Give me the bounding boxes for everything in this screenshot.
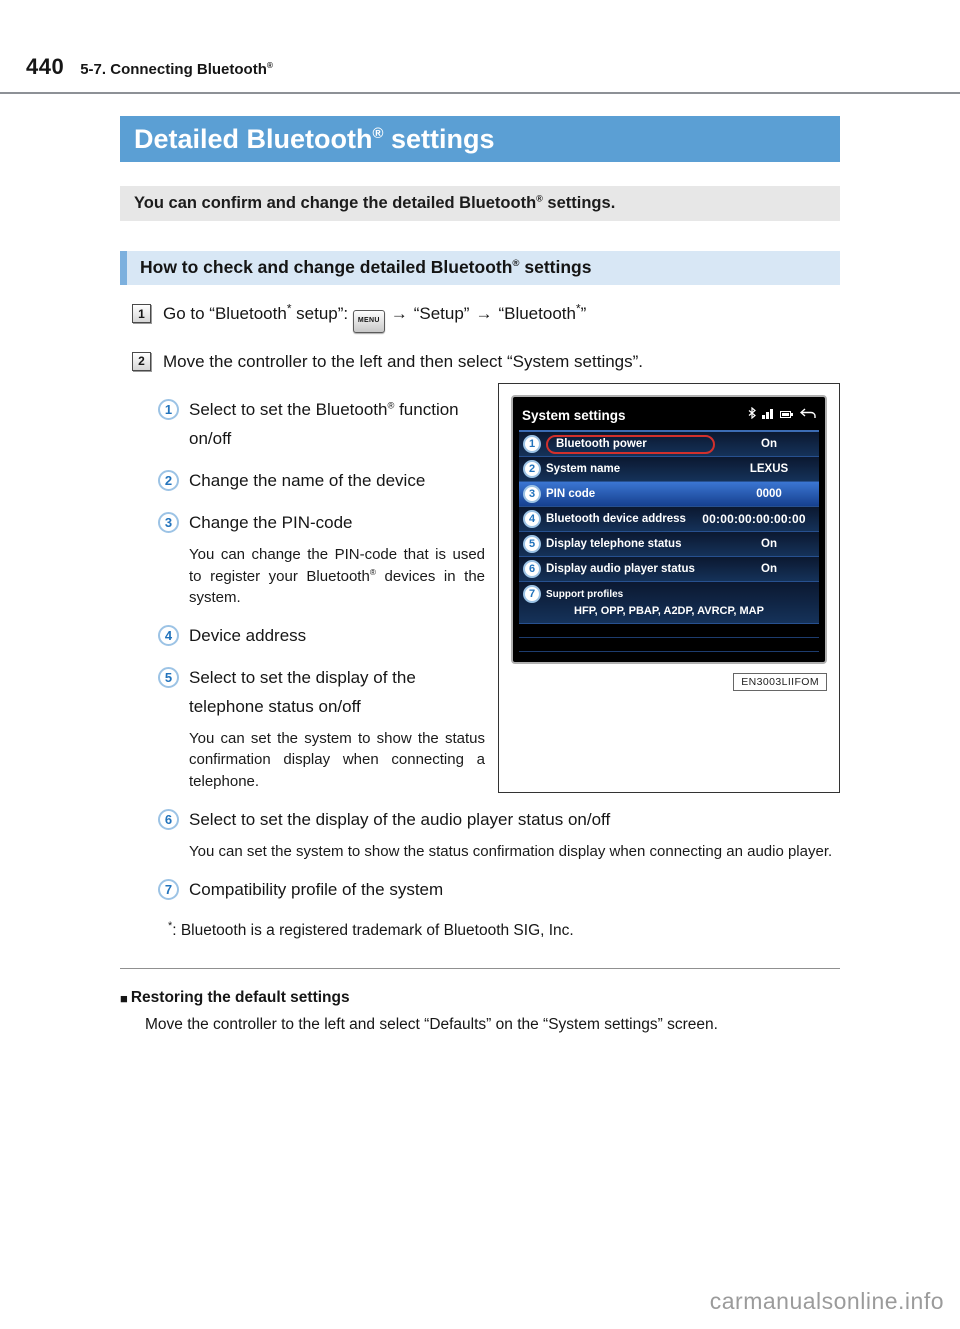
registered-mark: ®	[536, 193, 543, 204]
item-number-badge: 7	[158, 879, 179, 900]
asterisk-mark: *	[575, 301, 581, 316]
item-description: You can set the system to show the status confirmation display when connecting an audio player.	[189, 842, 833, 860]
list-item	[158, 876, 840, 905]
screen-row-telephone-status	[519, 532, 819, 557]
screen-row-bluetooth-power	[519, 432, 819, 457]
step-1	[132, 301, 840, 333]
row-label-highlighted: Bluetooth power	[546, 435, 715, 454]
intro-text: settings.	[542, 194, 616, 212]
page-content	[120, 116, 840, 1034]
callout-badge: 1	[523, 435, 541, 453]
text-fragment: ”	[580, 304, 587, 323]
row-label: Display telephone status	[546, 538, 682, 551]
screen-row-list	[519, 430, 819, 652]
list-item	[158, 622, 495, 651]
site-watermark: carmanualsonline.info	[709, 1288, 944, 1314]
signal-strength-icon	[762, 406, 774, 424]
item-text: Compatibility profile of the system	[189, 879, 444, 899]
row-value: On	[761, 438, 777, 451]
intro-text: You can confirm and change the detailed Bluetooth	[134, 194, 537, 212]
callout-badge: 5	[523, 535, 541, 553]
chapter-heading	[80, 61, 273, 78]
intro-summary-box	[120, 186, 840, 221]
item-text: Select to set the display of the telephone status on/off	[189, 667, 416, 716]
screen-row-system-name	[519, 457, 819, 482]
registered-mark: ®	[512, 258, 520, 270]
battery-icon	[780, 406, 794, 424]
item-number-badge: 1	[158, 399, 179, 420]
trademark-footnote	[168, 922, 840, 940]
screen-figure	[498, 383, 840, 793]
item-text: Select to set the display of the audio player status on/off	[189, 809, 611, 829]
item-number-badge: 3	[158, 512, 179, 533]
registered-mark: ®	[369, 567, 376, 577]
header-rule	[0, 92, 960, 94]
screen-title: System settings	[522, 407, 626, 423]
callout-badge: 3	[523, 485, 541, 503]
text-fragment: function on/off	[189, 400, 459, 449]
section-title-text: settings	[519, 257, 592, 277]
section-title-text: How to check and change detailed Bluetooth	[140, 257, 513, 277]
row-value: 0000	[756, 488, 782, 501]
list-item	[158, 509, 495, 538]
page-header	[0, 0, 960, 80]
section-title	[127, 251, 840, 285]
empty-row-line	[519, 638, 819, 652]
row-label: Display audio player status	[546, 563, 695, 576]
screen-row-pin-code	[519, 482, 819, 507]
infotainment-screen	[511, 395, 827, 664]
item-number-badge: 5	[158, 667, 179, 688]
item-text: Device address	[189, 626, 307, 645]
text-fragment: setup”:	[291, 304, 349, 323]
callout-badge: 2	[523, 460, 541, 478]
page-number: 440	[26, 54, 65, 79]
text-fragment: Select to set the Bluetooth	[189, 400, 388, 420]
restore-defaults-section	[120, 989, 840, 1034]
callout-badge: 7	[523, 585, 541, 603]
back-arrow-icon	[800, 406, 816, 424]
registered-mark: ®	[387, 400, 395, 411]
empty-row-line	[519, 624, 819, 638]
support-profiles-header	[523, 585, 815, 603]
row-label: Support profiles	[546, 588, 624, 600]
callout-badge: 4	[523, 510, 541, 528]
restore-defaults-title-text: Restoring the default settings	[130, 989, 350, 1007]
status-icons	[748, 406, 816, 424]
item-text	[189, 396, 495, 454]
item-text: Change the name of the device	[189, 470, 426, 490]
item-number-badge: 6	[158, 809, 179, 830]
step-2	[132, 349, 840, 375]
square-bullet-icon: ■	[120, 990, 128, 1006]
callout-list-left	[120, 383, 495, 793]
asterisk-mark: *	[168, 920, 173, 933]
restore-defaults-body: Move the controller to the left and select “Defaults” on the “System settings” screen.	[145, 1016, 718, 1034]
row-label: PIN code	[546, 488, 596, 501]
list-item	[158, 396, 495, 454]
figure-caption: EN3003LIIFOM	[733, 673, 827, 691]
bluetooth-icon	[748, 406, 756, 424]
row-value: On	[761, 563, 777, 576]
list-item	[158, 806, 840, 835]
item-description	[189, 544, 485, 609]
restore-defaults-heading	[120, 989, 840, 1007]
text-fragment: “Bluetooth	[498, 304, 576, 323]
screen-row-audio-player-status	[519, 557, 819, 582]
row-value: 00:00:00:00:00:00	[702, 512, 806, 527]
text-fragment: “Setup”	[413, 304, 470, 323]
row-value: LEXUS	[749, 463, 789, 476]
list-item	[158, 467, 495, 496]
figure-caption-row	[511, 673, 827, 691]
item-description: You can set the system to show the status confirmation display when connecting a telephone.	[189, 729, 485, 791]
section-header	[120, 251, 840, 285]
section-accent-bar	[120, 251, 127, 285]
row-label: Bluetooth device address	[546, 513, 686, 526]
callout-badge: 6	[523, 560, 541, 578]
text-fragment: Go to “Bluetooth	[163, 304, 287, 323]
page-title-text: settings	[383, 124, 495, 154]
step-text: Move the controller to the left and then select “System settings”.	[163, 351, 644, 371]
row-value: HFP, OPP, PBAP, A2DP, AVRCP, MAP	[574, 605, 764, 618]
screen-header	[519, 403, 819, 430]
arrow-icon: →	[390, 304, 408, 323]
menu-button-icon: MENU	[353, 310, 385, 333]
screen-row-device-address	[519, 507, 819, 532]
screen-row-support-profiles	[519, 582, 819, 624]
registered-mark: ®	[372, 126, 384, 142]
row-value: On	[761, 538, 777, 551]
step-text	[163, 301, 586, 333]
text-fragment: You can change the PIN-code that is used to register your Bluetooth	[189, 545, 485, 585]
footnote-text: : Bluetooth is a registered trademark of Bluetooth SIG, Inc.	[172, 922, 574, 940]
callouts-and-figure	[120, 383, 840, 793]
step-number-box: 1	[132, 304, 151, 323]
registered-mark: ®	[266, 61, 273, 70]
asterisk-mark: *	[286, 301, 292, 316]
item-number-badge: 2	[158, 470, 179, 491]
step-number-box: 2	[132, 352, 151, 371]
item-number-badge: 4	[158, 625, 179, 646]
page-title	[120, 116, 840, 162]
row-label: System name	[546, 463, 621, 476]
item-text: Change the PIN-code	[189, 512, 353, 532]
chapter-heading-text: 5-7. Connecting Bluetooth	[80, 61, 267, 78]
list-item	[158, 664, 495, 722]
text-fragment: devices in the system.	[189, 567, 486, 607]
arrow-icon: →	[475, 304, 493, 323]
section-divider	[120, 968, 840, 969]
page-title-text: Detailed Bluetooth	[134, 124, 373, 154]
